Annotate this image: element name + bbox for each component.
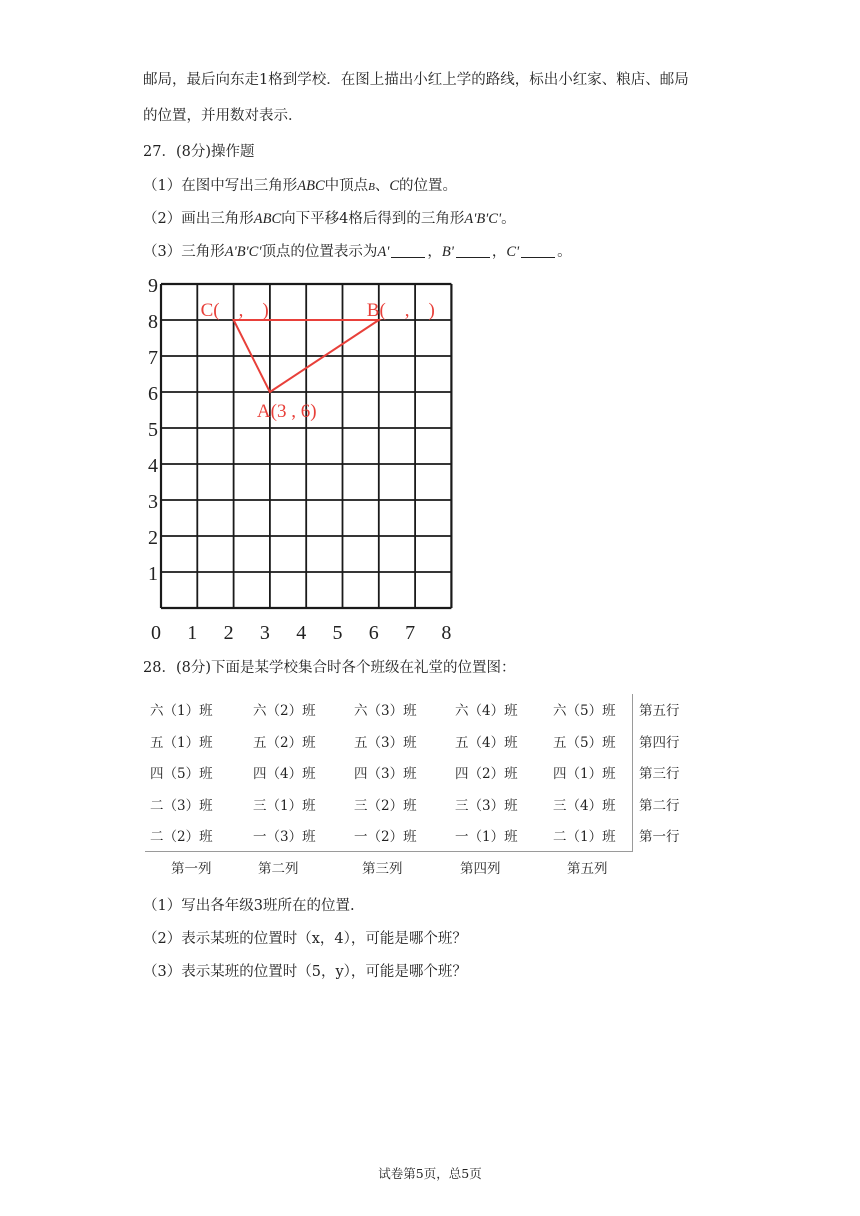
y-tick-label: 2 xyxy=(148,527,158,549)
vertex-label-a: A(3 , 6) xyxy=(256,401,317,422)
seat-cell: 五（2）班 xyxy=(253,735,316,751)
column-label: 第二列 xyxy=(258,861,299,877)
q27-sub3-b: B' xyxy=(441,244,454,260)
column-label: 第五列 xyxy=(567,861,608,877)
q27-sub3-end: 。 xyxy=(557,244,572,260)
q28-sub2: （2）表示某班的位置时（x，4），可能是哪个班？ xyxy=(143,931,467,947)
q27-sub1-c: C xyxy=(389,178,400,194)
seat-cell: 三（4）班 xyxy=(553,798,616,814)
q27-sub1 xyxy=(143,176,457,197)
row-label: 第一行 xyxy=(639,829,680,845)
seat-cell: 五（1）班 xyxy=(150,735,213,751)
seat-cell: 四（3）班 xyxy=(354,766,417,782)
seat-cell: 四（2）班 xyxy=(455,766,518,782)
seat-cell: 六（1）班 xyxy=(150,703,213,719)
row-label: 第五行 xyxy=(639,703,680,719)
q27-sub2 xyxy=(143,209,516,229)
y-tick-label: 1 xyxy=(148,563,158,585)
chart-right-border xyxy=(632,694,633,852)
chart-bottom-border xyxy=(145,851,633,852)
x-tick-label: 4 xyxy=(296,622,307,644)
x-tick-label: 6 xyxy=(368,622,379,644)
seat-cell: 二（2）班 xyxy=(150,829,213,845)
seat-cell: 二（3）班 xyxy=(150,798,213,814)
y-tick-label: 5 xyxy=(148,419,158,441)
row-label: 第二行 xyxy=(639,798,680,814)
x-tick-label: 8 xyxy=(441,622,452,644)
q27-sub3-a: A' xyxy=(377,244,390,260)
q27-sub3-mid: 顶点的位置表示为 xyxy=(261,244,378,260)
x-tick-label: 1 xyxy=(187,622,198,644)
seat-cell: 五（3）班 xyxy=(354,735,417,751)
seat-cell: 六（5）班 xyxy=(553,703,616,719)
grid-lines xyxy=(161,284,451,608)
x-tick-label: 7 xyxy=(405,622,416,644)
q27-sub1-sep: 、 xyxy=(374,178,390,194)
seat-cell: 六（2）班 xyxy=(253,703,316,719)
coordinate-grid xyxy=(140,277,480,649)
seat-cell: 四（4）班 xyxy=(253,766,316,782)
seat-cell: 四（5）班 xyxy=(150,766,213,782)
y-tick-label: 9 xyxy=(148,277,158,297)
row-label: 第三行 xyxy=(639,766,680,782)
column-label: 第一列 xyxy=(171,861,212,877)
answer-blank-a[interactable] xyxy=(391,243,425,258)
y-tick-label: 3 xyxy=(148,491,158,513)
q27-sub3-sep1: ， xyxy=(427,244,442,260)
seat-cell: 一（1）班 xyxy=(455,829,518,845)
q27-sub3-prime: A'B'C' xyxy=(224,244,262,260)
q27-sub1-text: （1）在图中写出三角形 xyxy=(143,178,298,194)
seat-cell: 四（1）班 xyxy=(553,766,616,782)
q27-sub2-prime: A'B'C' xyxy=(464,211,502,227)
row-label: 第四行 xyxy=(639,735,680,751)
vertex-label-c: C( , ) xyxy=(200,300,269,321)
q27-sub1-mid: 中顶点 xyxy=(324,178,369,194)
x-tick-label: 0 xyxy=(151,622,161,644)
y-tick-label: 7 xyxy=(148,347,158,369)
q27-sub3-text: （3）三角形 xyxy=(143,244,225,260)
y-axis-labels xyxy=(148,277,158,585)
intro-line-1: 邮局，最后向东走1格到学校．在图上描出小红上学的路线，标出小红家、粮店、邮局 xyxy=(143,72,689,88)
seat-cell: 二（1）班 xyxy=(553,829,616,845)
x-tick-label: 2 xyxy=(223,622,234,644)
q27-sub3-c: C' xyxy=(506,244,520,260)
y-tick-label: 6 xyxy=(148,383,158,405)
q28-heading: 28．(8分)下面是某学校集合时各个班级在礼堂的位置图： xyxy=(143,660,516,676)
seat-cell: 一（3）班 xyxy=(253,829,316,845)
y-tick-label: 8 xyxy=(148,311,158,333)
seat-cell: 一（2）班 xyxy=(354,829,417,845)
q27-sub2-abc: ABC xyxy=(253,211,282,227)
q27-sub2-post: 。 xyxy=(501,211,516,227)
column-label: 第四列 xyxy=(460,861,501,877)
x-tick-label: 3 xyxy=(259,622,270,644)
q27-heading: 27．(8分)操作题 xyxy=(143,144,255,160)
x-axis-labels xyxy=(151,622,451,644)
q27-sub1-b: B xyxy=(368,181,375,193)
q27-sub1-post: 的位置。 xyxy=(399,178,458,194)
answer-blank-c[interactable] xyxy=(521,243,555,258)
q28-sub1: （1）写出各年级3班所在的位置. xyxy=(143,898,355,914)
seat-cell: 三（2）班 xyxy=(354,798,417,814)
y-tick-label: 4 xyxy=(148,455,158,477)
seat-cell: 六（4）班 xyxy=(455,703,518,719)
answer-blank-b[interactable] xyxy=(456,243,490,258)
q27-sub1-abc: ABC xyxy=(297,178,325,194)
q27-sub3 xyxy=(143,242,572,262)
q27-sub3-sep2: ， xyxy=(491,244,507,260)
page-footer: 试卷第5页，总5页 xyxy=(378,1166,482,1181)
seat-cell: 五（4）班 xyxy=(455,735,518,751)
seat-cell: 三（1）班 xyxy=(253,798,316,814)
q28-sub3: （3）表示某班的位置时（5，y），可能是哪个班？ xyxy=(143,964,467,980)
q27-sub2-mid: 向下平移4格后得到的三角形 xyxy=(281,211,465,227)
q27-sub2-text: （2）画出三角形 xyxy=(143,211,254,227)
intro-line-2: 的位置，并用数对表示． xyxy=(143,108,303,124)
seat-cell: 三（3）班 xyxy=(455,798,518,814)
column-label: 第三列 xyxy=(362,861,403,877)
seat-cell: 六（3）班 xyxy=(354,703,417,719)
seat-cell: 五（5）班 xyxy=(553,735,616,751)
vertex-label-b: B( , ) xyxy=(366,300,435,321)
x-tick-label: 5 xyxy=(332,622,343,644)
